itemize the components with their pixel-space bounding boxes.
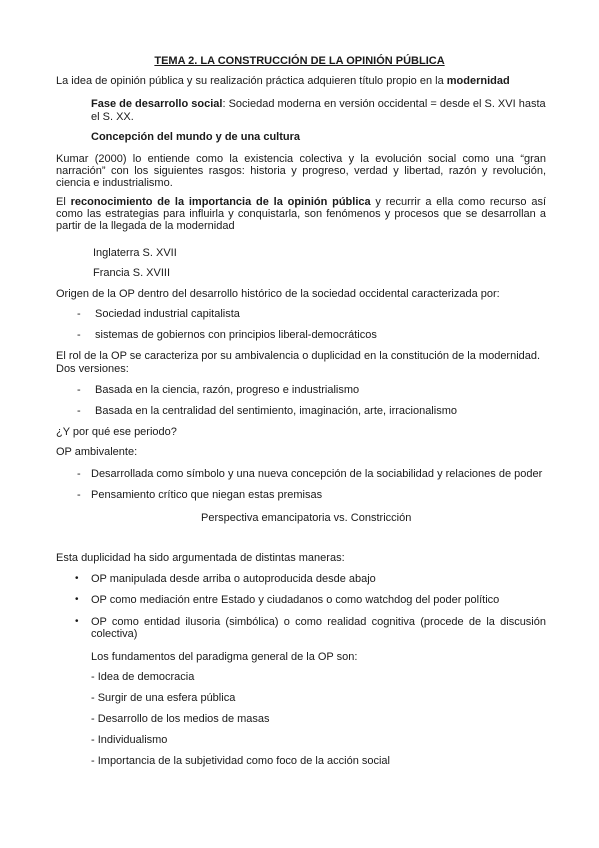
version-item-2: Basada en la centralidad del sentimiento, imaginación, arte, irracionalismo [95, 405, 457, 417]
duplicidad-text: Esta duplicidad ha sido argumentada de distintas maneras: [56, 552, 345, 564]
perspectiva-text: Perspectiva emancipatoria vs. Constricción [201, 512, 412, 524]
bullet-marker: • [75, 616, 79, 627]
dash-marker: - [77, 468, 81, 480]
dash-marker: - [77, 384, 81, 396]
kumar-paragraph: Kumar (2000) lo entiende como la existencia colectiva y la evolución social como una “gran narración” con los siguientes rasgos: historia y progreso, verdad y libertad, razón y revolución, ciencia e industrialismo. [56, 153, 546, 189]
dash-marker: - [77, 405, 81, 417]
country-france: Francia S. XVIII [93, 267, 171, 279]
rol-line-1: El rol de la OP se caracteriza por su ambivalencia o duplicidad en la constitución de la modernidad. [56, 350, 541, 362]
ambivalente-item-2: Pensamiento crítico que niegan estas premisas [91, 489, 323, 501]
dash-marker: - [77, 489, 81, 501]
dash-marker: - [77, 308, 81, 320]
bullet-item-2: OP como mediación entre Estado y ciudadanos o como watchdog del poder político [91, 594, 500, 606]
op-ambivalente-label: OP ambivalente: [56, 446, 138, 458]
dash-marker: - [77, 329, 81, 341]
intro-text: La idea de opinión pública y su realización práctica adquieren título propio en la [56, 75, 447, 87]
fase-label: Fase de desarrollo social [91, 98, 223, 110]
fundamentos-item-5: - Importancia de la subjetividad como foco de la acción social [91, 755, 390, 767]
intro-bold: modernidad [446, 75, 510, 87]
fundamentos-item-4: - Individualismo [91, 734, 168, 746]
fase-text: : Sociedad moderna en versión occidental = desde el S. XVI hasta [222, 98, 546, 110]
fundamentos-item-3: - Desarrollo de los medios de masas [91, 713, 270, 725]
country-england: Inglaterra S. XVII [93, 247, 177, 259]
fundamentos-heading: Los fundamentos del paradigma general de la OP son: [91, 651, 358, 663]
bullet-item-3: OP como entidad ilusoria (simbólica) o como realidad cognitiva (procede de la discusión colectiva) [91, 616, 546, 640]
intro-paragraph [56, 75, 510, 88]
bullet-item-1: OP manipulada desde arriba o autoproducida desde abajo [91, 573, 376, 585]
bullet-marker: • [75, 594, 79, 605]
origen-paragraph: Origen de la OP dentro del desarrollo histórico de la sociedad occidental caracterizada por: [56, 288, 500, 300]
page-title: TEMA 2. LA CONSTRUCCIÓN DE LA OPINIÓN PÚBLICA [154, 55, 445, 67]
fase-line-2: el S. XX. [91, 111, 134, 123]
reconocimiento-paragraph [56, 196, 546, 232]
version-item-1: Basada en la ciencia, razón, progreso e industrialismo [95, 384, 360, 396]
fundamentos-item-2: - Surgir de una esfera pública [91, 692, 236, 704]
bullet-marker: • [75, 573, 79, 584]
origen-item-2: sistemas de gobiernos con principios liberal-democráticos [95, 329, 377, 341]
concepcion-heading: Concepción del mundo y de una cultura [91, 131, 301, 143]
reconocimiento-rest: y recurrir a ella como recurso así como las estrategias para influirla y conquistarla, son fenómenos y procesos que se desarrollan a partir de la llegada de la modernidad [56, 196, 546, 232]
ambivalente-item-1: Desarrollada como símbolo y una nueva concepción de la sociabilidad y relaciones de poder [91, 468, 543, 480]
origen-item-1: Sociedad industrial capitalista [95, 308, 240, 320]
rol-line-2: Dos versiones: [56, 363, 129, 375]
reconocimiento-bold: reconocimiento de la importancia de la opinión pública [70, 196, 371, 208]
reconocimiento-pre: El [56, 196, 71, 208]
fase-line-1 [91, 98, 546, 111]
pregunta-text: ¿Y por qué ese periodo? [56, 426, 177, 438]
fundamentos-item-1: - Idea de democracia [91, 671, 195, 683]
